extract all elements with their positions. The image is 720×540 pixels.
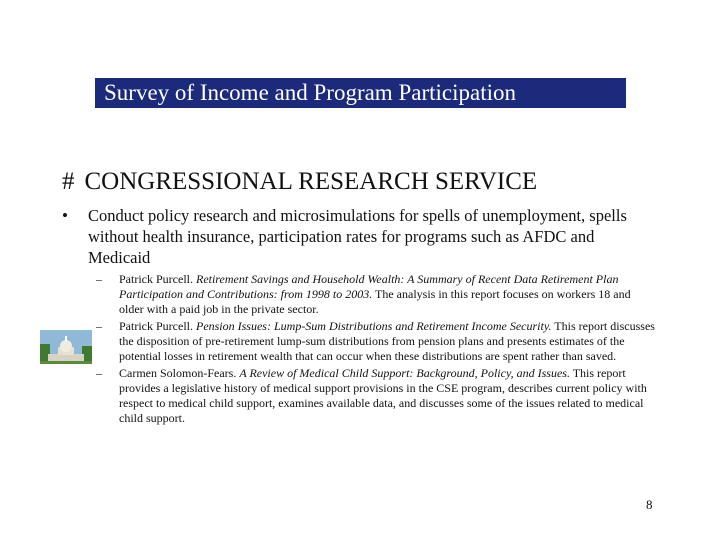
item-dash: –: [96, 366, 102, 380]
list-item: [96, 319, 656, 364]
item-title: Retirement Savings and Household Wealth: A Summary of Recent Data Retirement Plan Participation and Contributions: from 1998 to 2003.: [119, 272, 619, 301]
item-description: This report provides a legislative history of medical support provisions in the CSE program, describes current policy with respect to medical child support, examines available data, and discusses some of the issues related to medical child support.: [119, 366, 647, 425]
item-title: A Review of Medical Child Support: Background, Policy, and Issues.: [239, 366, 570, 380]
heading-marker: #: [62, 168, 75, 195]
banner-title: Survey of Income and Program Participation: [104, 80, 516, 105]
item-dash: –: [96, 319, 102, 333]
item-title: Pension Issues: Lump-Sum Distributions and Retirement Income Security.: [195, 319, 552, 333]
list-item: [96, 366, 656, 426]
item-dash: –: [96, 272, 102, 286]
section-heading: [62, 167, 537, 197]
bullet-symbol: •: [62, 206, 68, 225]
sub-list: [96, 272, 656, 428]
item-author: Patrick Purcell.: [119, 319, 196, 333]
banner: [95, 78, 626, 108]
item-description: This report discusses the disposition of pre-retirement lump-sum distributions from pension plans and presents estimates of the potential losses in retirement wealth that can occur when these distributions are spent rather than saved.: [119, 319, 655, 363]
page-number: 8: [646, 497, 653, 512]
item-description: The analysis in this report focuses on workers 18 and older with a paid job in the private sector.: [119, 287, 631, 316]
item-author: Patrick Purcell.: [119, 272, 196, 286]
item-author: Carmen Solomon-Fears.: [119, 366, 240, 380]
heading-title: CONGRESSIONAL RESEARCH SERVICE: [84, 168, 538, 195]
capitol-building-icon: [40, 330, 92, 364]
list-item: [96, 272, 656, 317]
bullet-text: Conduct policy research and microsimulations for spells of unemployment, spells without health insurance, participation rates for programs such as AFDC and Medicaid: [88, 206, 627, 267]
